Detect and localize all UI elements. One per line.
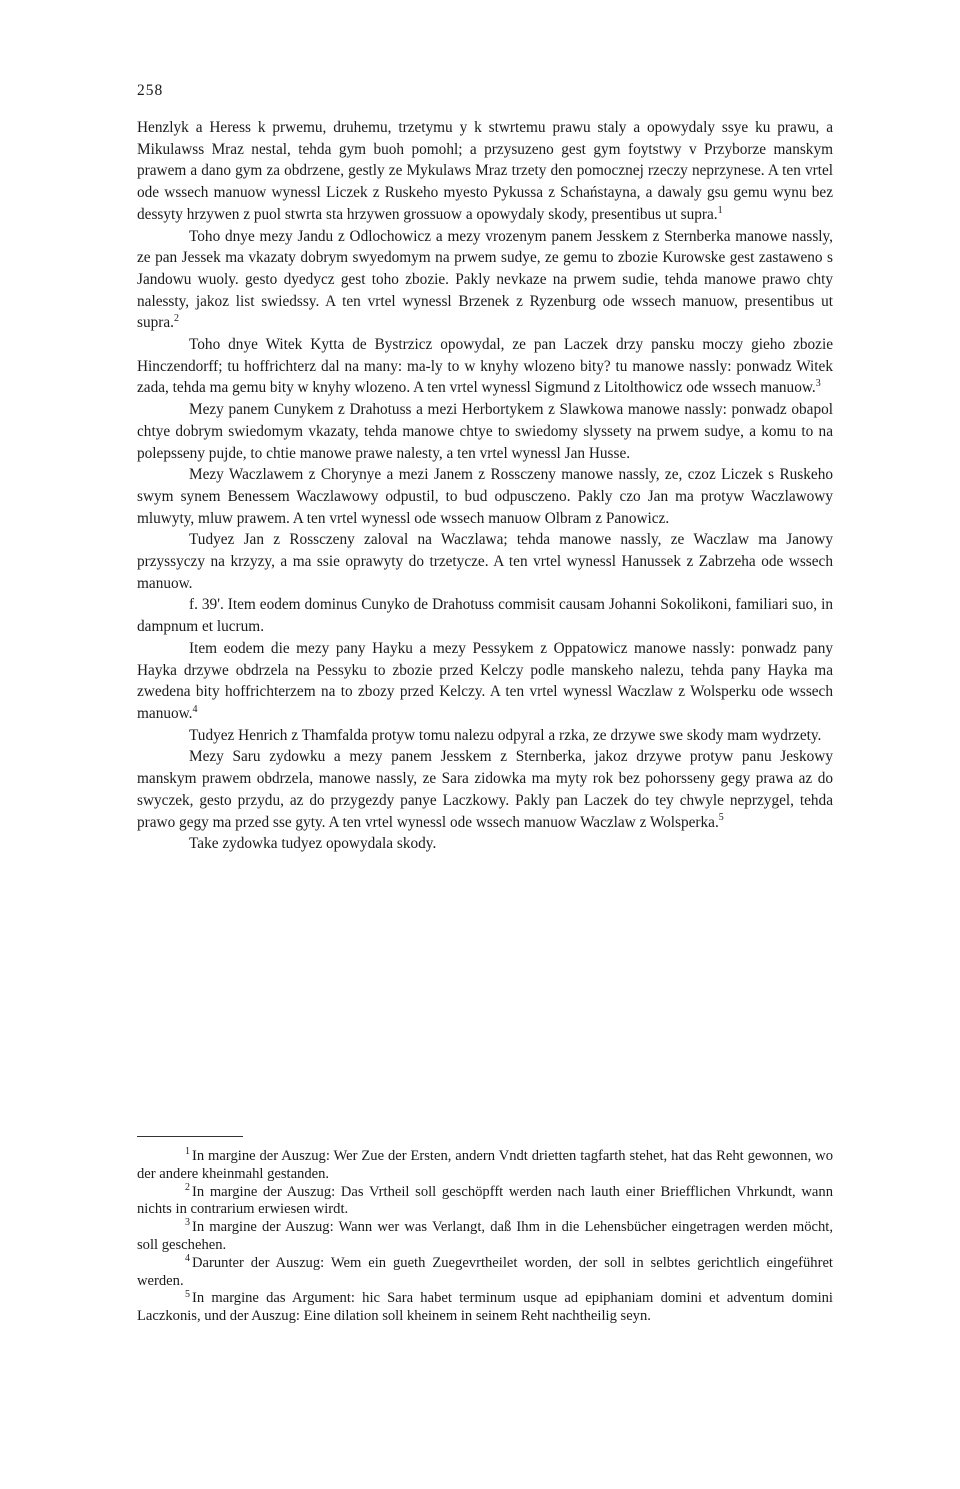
- footnote-mark: 1: [185, 1146, 190, 1158]
- footnote-mark: 5: [185, 1288, 190, 1300]
- paragraph-8: Item eodem die mezy pany Hayku a mezy Pessykem z Oppatowicz manowe nassly: ponwadz pany Hayka drzywe obdrzela na Pessyku to zbozie przed Kelczy podle manskeho nalezu, tehda pany Hayka ma zwedena bity hoffrichterzem na to zbozy przed Kelczy. A ten vrtel wynessl Waczlaw z Wolsperku ode wssech manuow.$^4$: [137, 639, 833, 722]
- body-text: [137, 117, 833, 855]
- paragraph-5: Mezy Waczlawem z Chorynye a mezi Janem z Rossczeny manowe nassly, ze, czoz Liczek s Ruskeho swym synem Benessem Waczlawowy odpustil, to bud odpusczeno. Pakly czo Jan ma protyw Waczlawowy mluwyty, mluw prawem. A ten vrtel wynessl ode wssech manuow Olbram z Panowicz.: [137, 466, 833, 527]
- paragraph-6: Tudyez Jan z Rossczeny zaloval na Waczlawa; tehda manowe nassly, ze Waczlaw ma Janowy przyssyczy na krzyzy, a ma ssie oprawyty do trzetycze. A ten vrtel wynessl Hanussek z Zabrzeha ode wssech manuow.: [137, 531, 833, 592]
- paragraph-3: Toho dnye Witek Kytta de Bystrzicz opowydal, ze pan Laczek drzy pansku moczy gieho zbozie Hinczendorff; tu hoffrichterz dal na many: ma-ly to w knyhy wlozeno bity? tu manowe nassly: ponwadz Witek zada, tehda ma gemu bity w knyhy wlozeno. A ten vrtel wynessl Sigmund z Litolthowicz ode wssech manuow.$^3$: [137, 336, 833, 397]
- footnote-mark: 3: [185, 1217, 190, 1229]
- footnote-3: $^3$ In margine der Auszug: Wann wer was Verlangt, daß Ihm in die Lehensbücher eingetragen werden möcht, soll geschehen.: [137, 1217, 833, 1253]
- footnotes: [137, 1148, 833, 1326]
- paragraph-1: Henzlyk a Heress k prwemu, druhemu, trzetymu y k stwrtemu prawu staly a opowydaly ssye ku prawu, a Mikulawss Mraz nestal, tehda gym buoh pomohl; a przysuzeno gest gym foytstwy v Przyborze manskym prawem a dano gym za obdrzene, gestly ze Mykulaws Mraz trzety den pomocznej rzeczy neprzynese. A ten vrtel ode wssech manuow wynessl Liczek z Ruskeho myesto Pykussa z Schaństayna, a dawaly gsu gemu wynu bez dessyty hrzywen z puol stwrta sta hrzywen grossuow a opowydaly skody, presentibus ut supra.$^1$: [137, 119, 833, 223]
- footnote-ref: 5: [718, 812, 724, 824]
- footnote-divider: [137, 1136, 243, 1137]
- footnote-mark: 2: [185, 1181, 190, 1193]
- footnote-2: $^2$ In margine der Auszug: Das Vrtheil soll geschöpfft werden nach lauth einer Briefflichen Vhrkundt, wann nichts in contrarium erwiesen wirdt.: [137, 1181, 833, 1218]
- footnote-ref: 4: [192, 703, 198, 715]
- footnote-4: $^4$ Darunter der Auszug: Wem ein gueth Zuegevrtheilet worden, der soll in selbtes gerichtlich eingeführet werden.: [137, 1252, 833, 1289]
- paragraph-4: Mezy panem Cunykem z Drahotuss a mezi Herbortykem z Slawkowa manowe nassly: ponwadz obapol chtye dobrym swiedomym vkazaty, tehda manowe chtye to swiedomy slyssety na prwem sudye, a komu to na polepsseny pujde, to chtie manowe prawe nalesty, a ten vrtel wynessl Jan Husse.: [137, 401, 833, 462]
- paragraph-2: Toho dnye mezy Jandu z Odlochowicz a mezy vrozenym panem Jesskem z Sternberka manowe nassly, ze pan Jessek ma vkazaty dobrym swyedomym na prwem sudye, ze gemu to zbozie Kurowske gest zastaweno s Jandowu wuoly. gesto dyedycz gest toho zbozie. Pakly nevkaze na prwem sudie, tehda manowe prawo chty nalessty, jakoz list swiedssy. A ten vrtel wynessl Brzenek z Ryzenburg ode wssech manuow, presentibus ut supra.$^2$: [137, 227, 833, 332]
- paragraph-7: f. 39'. Item eodem dominus Cunyko de Drahotuss commisit causam Johanni Sokolikoni, familiari suo, in dampnum et lucrum.: [137, 596, 833, 636]
- footnote-ref: 1: [717, 204, 723, 216]
- footnote-mark: 4: [185, 1252, 190, 1264]
- page-number: 258: [137, 82, 164, 99]
- footnote-ref: 3: [815, 378, 821, 390]
- paragraph-9: Tudyez Henrich z Thamfalda protyw tomu nalezu odpyral a rzka, ze drzywe swe skody mam wydrzety.: [189, 726, 822, 744]
- footnote-ref: 2: [173, 313, 179, 325]
- paragraph-11: Take zydowka tudyez opowydala skody.: [189, 835, 437, 853]
- footnote-5: $^5$ In margine das Argument: hic Sara habet terminum usque ad epiphaniam domini et adventum domini Laczkonis, und der Auszug: Eine dilation soll kheinem in seinem Reht nachtheilig seyn.: [137, 1288, 833, 1325]
- footnote-1: $^1$ In margine der Auszug: Wer Zue der Ersten, andern Vndt drietten tagfarth stehet, hat das Reht gewonnen, wo der andere kheinmahl gestanden.: [137, 1146, 833, 1182]
- paragraph-10: Mezy Saru zydowku a mezy panem Jesskem z Sternberka, jakoz drzywe protyw panu Jeskowy manskym prawem obdrzela, manowe nassly, ze Sara zidowka ma myty rok bez pohorsseny gegy prawa az do swyczek, gesto przydu, az do przygezdy panye Laczkowy. Pakly pan Laczek do tey chwyle neprzygel, tehda prawo gegy ma przed sse gyty. A ten vrtel wynessl ode wssech manuow Waczlaw z Wolsperka.$^5$: [137, 748, 833, 831]
